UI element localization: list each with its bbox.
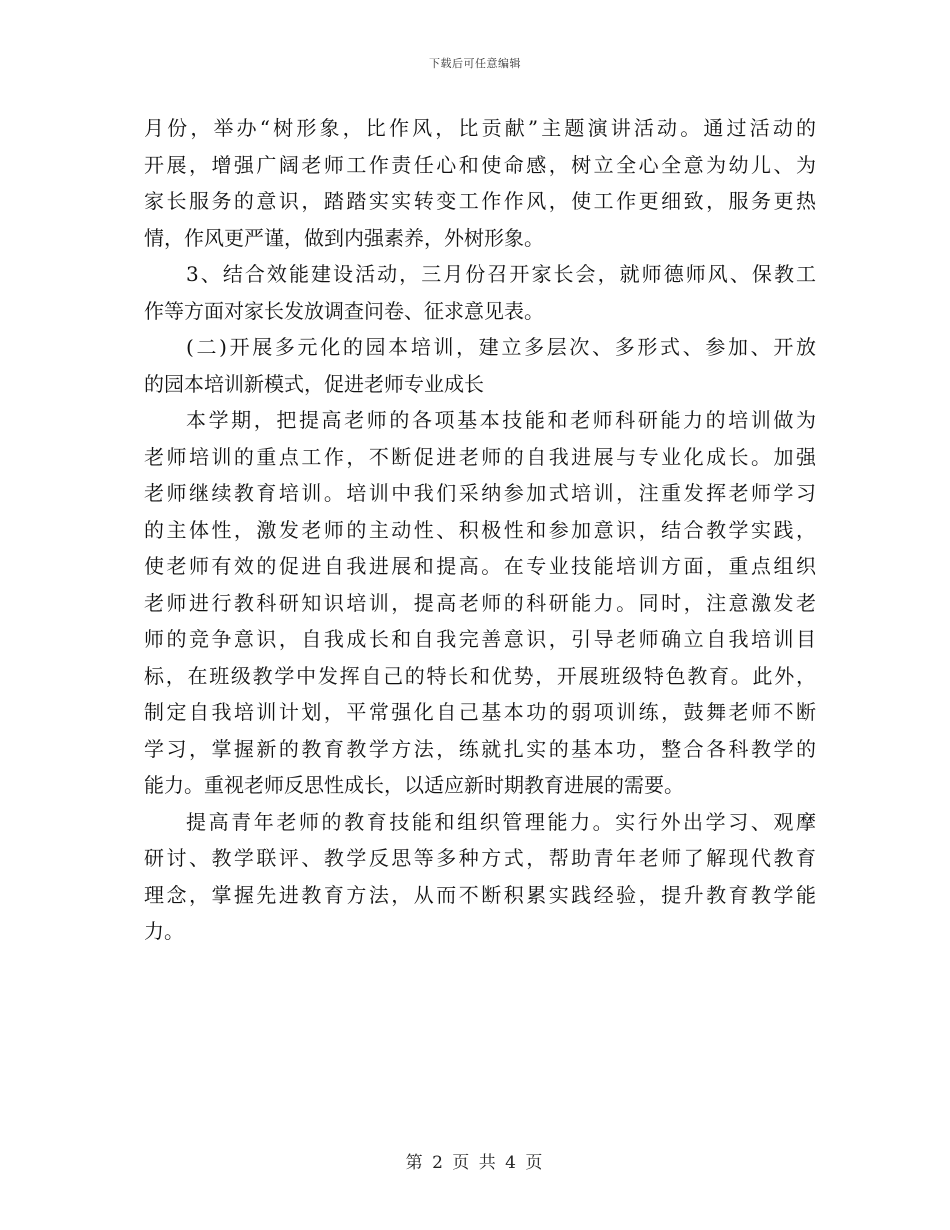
text-line: 老师继续教育培训。培训中我们采纳参加式培训，注重发挥老师学习 — [144, 481, 816, 505]
page-number: 第 2 页 共 4 页 — [405, 1153, 545, 1173]
section-heading-line: 的园本培训新模式，促进老师专业成长 — [144, 371, 484, 396]
text-line: 老师进行教科研知识培训，提高老师的科研能力。同时，注意激发老 — [144, 590, 816, 615]
page-header: 下载后可任意编辑 — [429, 57, 521, 70]
text-line: 标，在班级教学中发挥自己的特长和优势，开展班级特色教育。此外， — [144, 663, 816, 688]
section-heading-line: (二)开展多元化的园本培训，建立多层次、多形式、参加、开放 — [186, 335, 816, 359]
text-line: 使老师有效的促进自我进展和提高。在专业技能培训方面，重点组织 — [144, 554, 816, 578]
text-line: 家长服务的意识，踏踏实实转变工作作风，使工作更细致，服务更热 — [144, 189, 816, 213]
text-line: 师的竞争意识，自我成长和自我完善意识，引导老师确立自我培训目 — [144, 627, 816, 651]
text-line: 研讨、教学联评、教学反思等多种方式，帮助青年老师了解现代教育 — [144, 846, 816, 870]
text-line: 力。 — [144, 919, 184, 943]
text-line: 提高青年老师的教育技能和组织管理能力。实行外出学习、观摩 — [186, 809, 816, 834]
text-line: 的主体性，激发老师的主动性、积极性和参加意识，结合教学实践， — [144, 517, 816, 542]
text-line: 理念，掌握先进教育方法，从而不断积累实践经验，提升教育教学能 — [144, 882, 816, 907]
text-line: 老师培训的重点工作，不断促进老师的自我进展与专业化成长。加强 — [144, 444, 816, 469]
text-line: 3、结合效能建设活动，三月份召开家长会，就师德师风、保教工 — [186, 262, 816, 286]
text-line: 作等方面对家长发放调查问卷、征求意见表。 — [144, 298, 544, 323]
text-line: 学习，掌握新的教育教学方法，练就扎实的基本功，整合各科教学的 — [144, 736, 816, 761]
document-body — [144, 110, 816, 950]
text-line: 情，作风更严谨，做到内强素养，外树形象。 — [144, 225, 544, 250]
text-line: 开展，增强广阔老师工作责任心和使命感，树立全心全意为幼儿、为 — [144, 152, 816, 177]
text-line: 本学期，把提高老师的各项基本技能和老师科研能力的培训做为 — [186, 408, 816, 432]
text-line: 制定自我培训计划，平常强化自己基本功的弱项训练，鼓舞老师不断 — [144, 700, 816, 724]
text-line: 月份，举办“树形象，比作风，比贡献”主题演讲活动。通过活动的 — [144, 116, 816, 140]
text-line: 能力。重视老师反思性成长，以适应新时期教育进展的需要。 — [144, 773, 684, 797]
